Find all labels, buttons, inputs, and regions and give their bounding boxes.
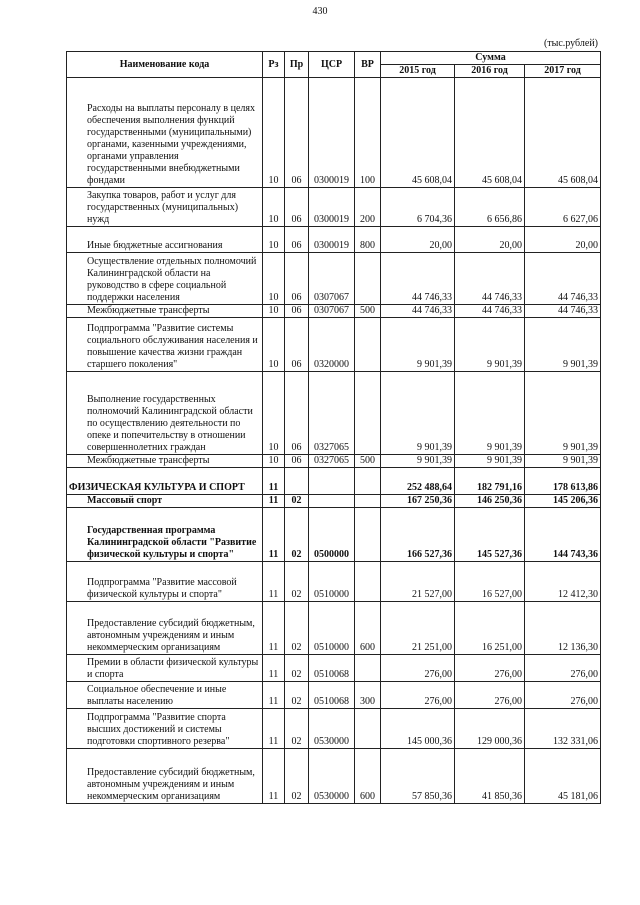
row-2015: 6 704,36 [381, 188, 455, 227]
header-name: Наименование кода [67, 52, 263, 78]
row-csr: 0500000 [309, 508, 355, 562]
row-2017: 12 136,30 [525, 602, 601, 655]
row-2017: 12 412,30 [525, 562, 601, 602]
row-rz: 11 [263, 495, 285, 508]
table-row [67, 749, 601, 804]
row-2016: 276,00 [455, 655, 525, 682]
row-2016: 44 746,33 [455, 253, 525, 305]
row-2016: 45 608,04 [455, 78, 525, 188]
row-csr: 0530000 [309, 709, 355, 749]
row-2015: 167 250,36 [381, 495, 455, 508]
row-2017: 276,00 [525, 682, 601, 709]
row-name: ФИЗИЧЕСКАЯ КУЛЬТУРА И СПОРТ [67, 468, 263, 495]
row-vr [355, 562, 381, 602]
row-2016: 20,00 [455, 227, 525, 253]
row-csr [309, 495, 355, 508]
table-row [67, 468, 601, 495]
row-2017: 20,00 [525, 227, 601, 253]
row-vr: 500 [355, 305, 381, 318]
row-csr: 0327065 [309, 372, 355, 455]
row-2016: 9 901,39 [455, 318, 525, 372]
row-vr [355, 709, 381, 749]
row-2015: 276,00 [381, 655, 455, 682]
row-rz: 11 [263, 602, 285, 655]
row-name: Расходы на выплаты персоналу в целях обеспечения выполнения функций государственными (муниципальными) органами, казенными учреждениями, органами управления государственными внебюджетными фондами [67, 78, 263, 188]
row-2016: 146 250,36 [455, 495, 525, 508]
row-name: Осуществление отдельных полномочий Калининградской области на руководство в сфере социальной поддержки населения [67, 253, 263, 305]
row-vr [355, 495, 381, 508]
table-row [67, 682, 601, 709]
row-vr [355, 508, 381, 562]
table-row [67, 227, 601, 253]
row-2015: 252 488,64 [381, 468, 455, 495]
row-vr: 500 [355, 455, 381, 468]
row-2016: 276,00 [455, 682, 525, 709]
row-name: Закупка товаров, работ и услуг для государственных (муниципальных) нужд [67, 188, 263, 227]
row-2016: 129 000,36 [455, 709, 525, 749]
row-2015: 9 901,39 [381, 318, 455, 372]
row-pr: 06 [285, 253, 309, 305]
row-csr: 0300019 [309, 227, 355, 253]
row-rz: 10 [263, 372, 285, 455]
row-pr: 06 [285, 227, 309, 253]
row-name: Социальное обеспечение и иные выплаты населению [67, 682, 263, 709]
row-rz: 11 [263, 468, 285, 495]
row-name: Выполнение государственных полномочий Калининградской области по осуществлению деятельности по опеке и попечительству в отношении совершеннолетних граждан [67, 372, 263, 455]
unit-note: (тыс.рублей) [543, 38, 598, 49]
header-2015: 2015 год [381, 65, 455, 78]
row-2017: 178 613,86 [525, 468, 601, 495]
table-row [67, 253, 601, 305]
row-csr: 0307067 [309, 253, 355, 305]
row-rz: 10 [263, 188, 285, 227]
row-csr: 0300019 [309, 78, 355, 188]
row-name: Межбюджетные трансферты [67, 305, 263, 318]
row-2016: 9 901,39 [455, 372, 525, 455]
row-pr: 02 [285, 749, 309, 804]
row-rz: 11 [263, 682, 285, 709]
row-2017: 9 901,39 [525, 318, 601, 372]
row-rz: 10 [263, 78, 285, 188]
header-csr: ЦСР [309, 52, 355, 78]
row-vr: 100 [355, 78, 381, 188]
row-name: Премии в области физической культуры и спорта [67, 655, 263, 682]
row-2015: 21 527,00 [381, 562, 455, 602]
row-rz: 11 [263, 709, 285, 749]
row-2017: 9 901,39 [525, 372, 601, 455]
row-2015: 45 608,04 [381, 78, 455, 188]
row-rz: 11 [263, 655, 285, 682]
row-rz: 11 [263, 749, 285, 804]
row-2015: 276,00 [381, 682, 455, 709]
row-2015: 166 527,36 [381, 508, 455, 562]
row-pr: 02 [285, 562, 309, 602]
row-pr: 06 [285, 78, 309, 188]
row-2015: 9 901,39 [381, 455, 455, 468]
row-2017: 45 608,04 [525, 78, 601, 188]
row-name: Иные бюджетные ассигнования [67, 227, 263, 253]
table-row [67, 709, 601, 749]
row-2017: 44 746,33 [525, 305, 601, 318]
row-2015: 21 251,00 [381, 602, 455, 655]
row-2015: 9 901,39 [381, 372, 455, 455]
row-csr: 0510068 [309, 682, 355, 709]
row-vr [355, 468, 381, 495]
row-2016: 6 656,86 [455, 188, 525, 227]
row-pr: 06 [285, 188, 309, 227]
row-vr: 600 [355, 749, 381, 804]
row-vr: 800 [355, 227, 381, 253]
row-csr: 0510000 [309, 562, 355, 602]
row-rz: 10 [263, 318, 285, 372]
row-name: Государственная программа Калининградской области "Развитие физической культуры и спорта" [67, 508, 263, 562]
row-vr [355, 318, 381, 372]
row-pr: 06 [285, 455, 309, 468]
row-vr: 200 [355, 188, 381, 227]
row-name: Подпрограмма "Развитие спорта высших достижений и системы подготовки спортивного резерва" [67, 709, 263, 749]
row-2015: 145 000,36 [381, 709, 455, 749]
header-2017: 2017 год [525, 65, 601, 78]
row-2016: 44 746,33 [455, 305, 525, 318]
row-2017: 132 331,06 [525, 709, 601, 749]
row-vr [355, 372, 381, 455]
row-2017: 276,00 [525, 655, 601, 682]
row-pr: 02 [285, 682, 309, 709]
row-csr: 0327065 [309, 455, 355, 468]
row-2017: 9 901,39 [525, 455, 601, 468]
table-row [67, 655, 601, 682]
row-2017: 44 746,33 [525, 253, 601, 305]
row-2016: 182 791,16 [455, 468, 525, 495]
header-sum: Сумма [381, 52, 601, 65]
header-pr: Пр [285, 52, 309, 78]
row-2016: 9 901,39 [455, 455, 525, 468]
table-row [67, 305, 601, 318]
row-csr: 0530000 [309, 749, 355, 804]
row-pr: 02 [285, 602, 309, 655]
table-row [67, 495, 601, 508]
row-rz: 10 [263, 305, 285, 318]
header-2016: 2016 год [455, 65, 525, 78]
table-row [67, 602, 601, 655]
row-csr: 0320000 [309, 318, 355, 372]
table-row [67, 372, 601, 455]
row-vr [355, 655, 381, 682]
row-name: Межбюджетные трансферты [67, 455, 263, 468]
row-csr: 0510068 [309, 655, 355, 682]
table-row [67, 78, 601, 188]
row-pr: 02 [285, 508, 309, 562]
row-2015: 57 850,36 [381, 749, 455, 804]
row-2017: 6 627,06 [525, 188, 601, 227]
row-csr: 0300019 [309, 188, 355, 227]
row-vr: 600 [355, 602, 381, 655]
row-2016: 41 850,36 [455, 749, 525, 804]
row-csr: 0510000 [309, 602, 355, 655]
row-2017: 45 181,06 [525, 749, 601, 804]
row-2016: 16 527,00 [455, 562, 525, 602]
row-csr [309, 468, 355, 495]
row-rz: 10 [263, 253, 285, 305]
table-row [67, 188, 601, 227]
row-vr [355, 253, 381, 305]
header-rz: Рз [263, 52, 285, 78]
row-pr [285, 468, 309, 495]
table-row [67, 318, 601, 372]
row-2016: 145 527,36 [455, 508, 525, 562]
table-row [67, 508, 601, 562]
row-2017: 145 206,36 [525, 495, 601, 508]
page-number: 430 [312, 6, 328, 17]
row-rz: 11 [263, 508, 285, 562]
row-pr: 06 [285, 318, 309, 372]
row-csr: 0307067 [309, 305, 355, 318]
row-rz: 11 [263, 562, 285, 602]
row-name: Массовый спорт [67, 495, 263, 508]
row-vr: 300 [355, 682, 381, 709]
row-pr: 06 [285, 372, 309, 455]
row-pr: 02 [285, 709, 309, 749]
row-2015: 20,00 [381, 227, 455, 253]
row-pr: 02 [285, 655, 309, 682]
row-2017: 144 743,36 [525, 508, 601, 562]
row-2016: 16 251,00 [455, 602, 525, 655]
row-rz: 10 [263, 227, 285, 253]
row-2015: 44 746,33 [381, 253, 455, 305]
budget-table [66, 51, 601, 804]
row-name: Предоставление субсидий бюджетным, автономным учреждениям и иным некоммерческим организациям [67, 602, 263, 655]
header-vr: ВР [355, 52, 381, 78]
row-name: Подпрограмма "Развитие массовой физической культуры и спорта" [67, 562, 263, 602]
row-rz: 10 [263, 455, 285, 468]
table-row [67, 562, 601, 602]
row-pr: 06 [285, 305, 309, 318]
row-name: Подпрограмма "Развитие системы социального обслуживания населения и повышение качества жизни граждан старшего поколения" [67, 318, 263, 372]
row-name: Предоставление субсидий бюджетным, автономным учреждениям и иным некоммерческим организациям [67, 749, 263, 804]
row-2015: 44 746,33 [381, 305, 455, 318]
row-pr: 02 [285, 495, 309, 508]
table-row [67, 455, 601, 468]
